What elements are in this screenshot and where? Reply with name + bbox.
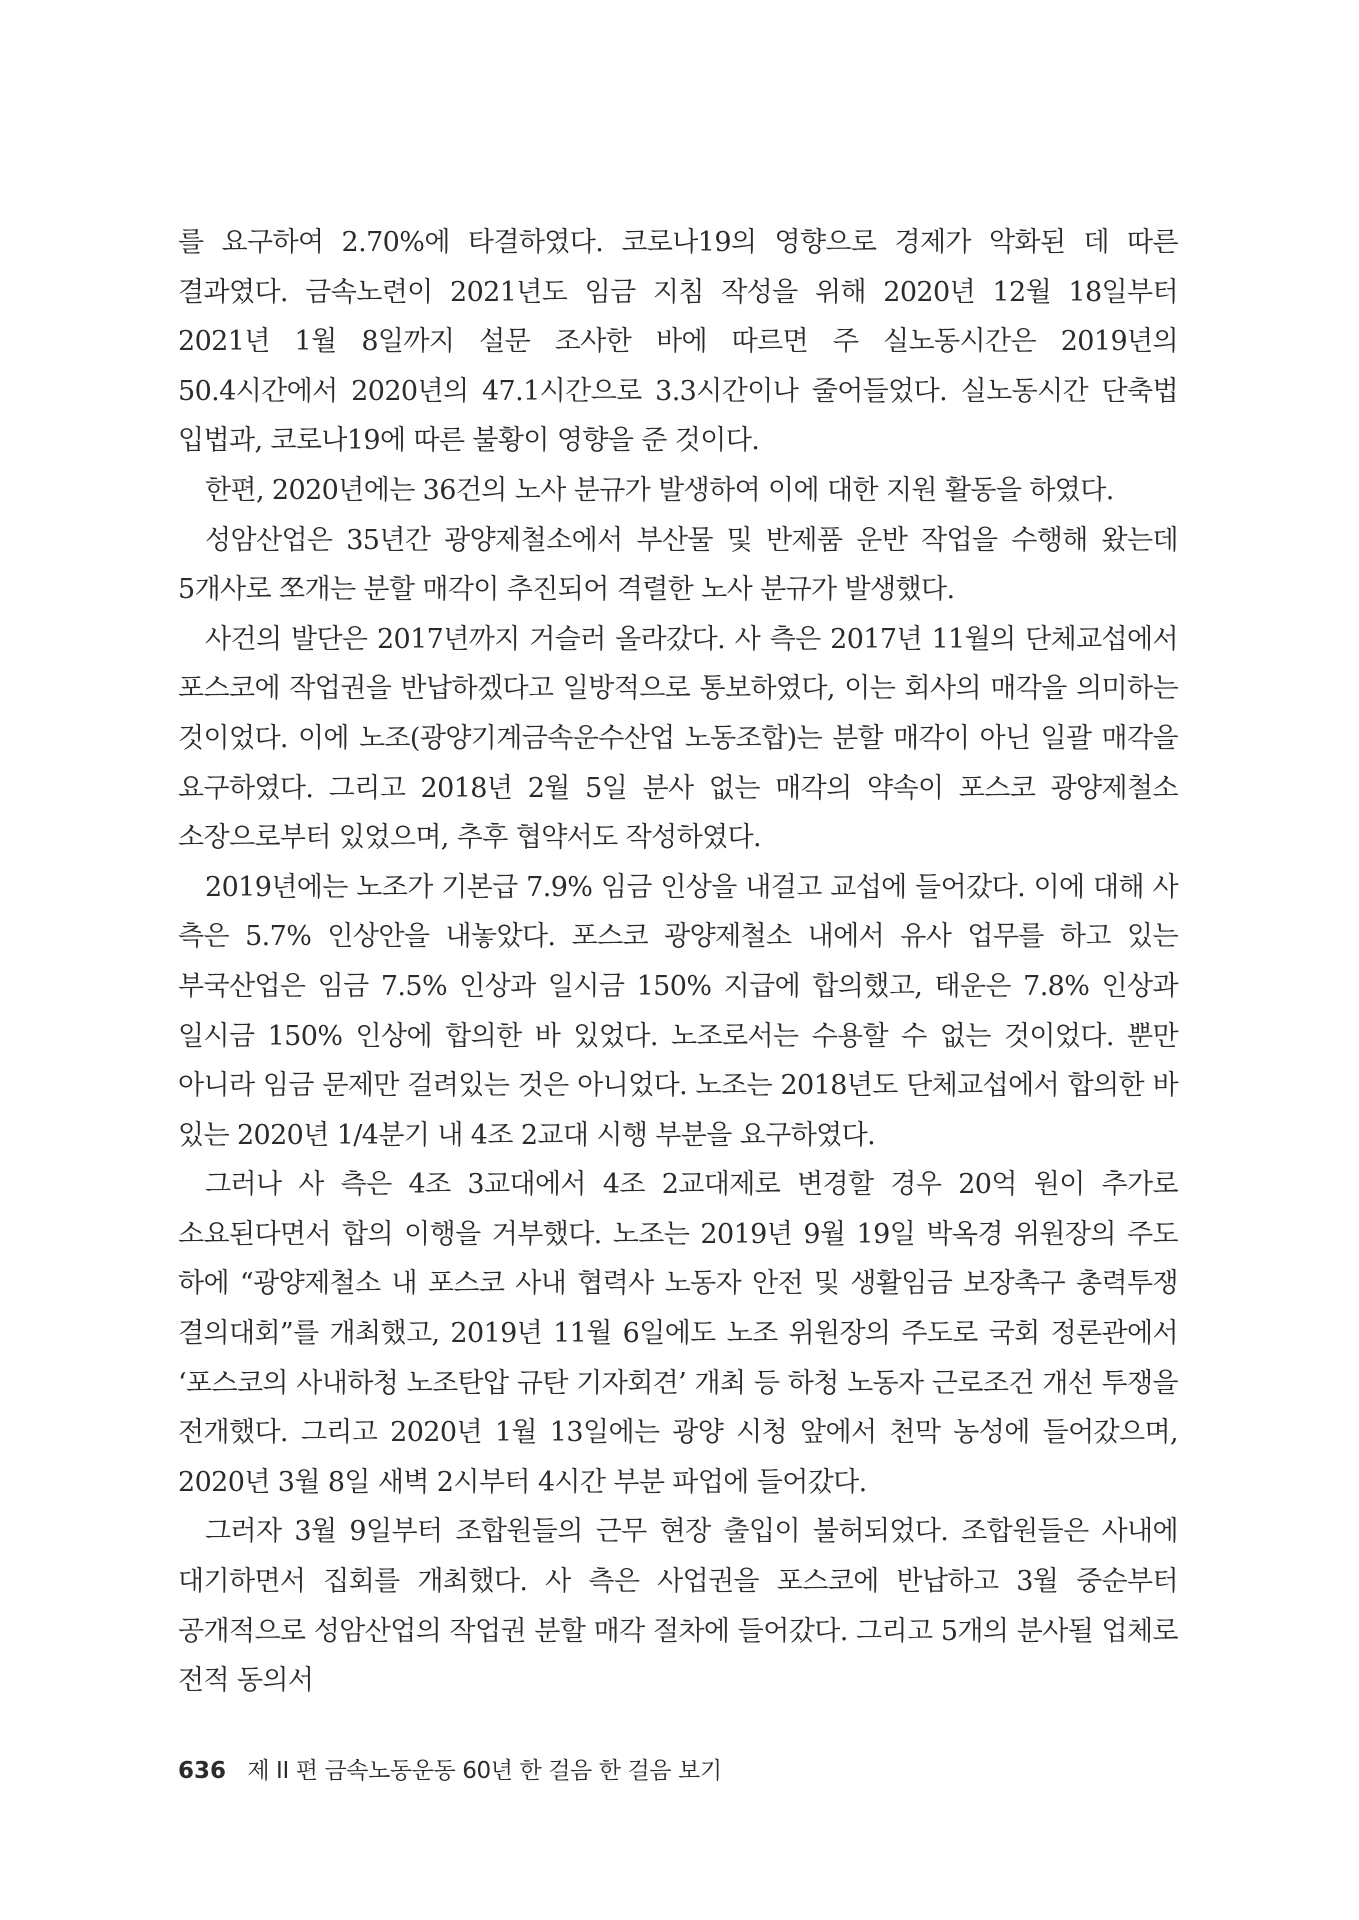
paragraph-3: 성암산업은 35년간 광양제철소에서 부산물 및 반제품 운반 작업을 수행해 왔는데 5개사로 쪼개는 분할 매각이 추진되어 격렬한 노사 분규가 발생했다. bbox=[178, 524, 1178, 606]
paragraph-1: 를 요구하여 2.70%에 타결하였다. 코로나19의 영향으로 경제가 악화된 데 따른 결과였다. 금속노련이 2021년도 임금 지침 작성을 위해 2020년 12월 18일부터 2021년 1월 8일까지 설문 조사한 바에 따르면 주 실노동시간은 2019년의 50.4시간에서 2020년의 47.1시간으로 3.3시간이나 줄어들었다. 실노동시간 단축법 입법과, 코로나19에 따른 불황이 영향을 준 것이다. bbox=[178, 227, 1178, 457]
page-number: 636 bbox=[178, 1758, 227, 1784]
paragraph-5: 2019년에는 노조가 기본급 7.9% 임금 인상을 내걸고 교섭에 들어갔다. 이에 대해 사 측은 5.7% 인상안을 내놓았다. 포스코 광양제철소 내에서 유사 업무를 하고 있는 부국산업은 임금 7.5% 인상과 일시금 150% 지급에 합의했고, 태운은 7.8% 인상과 일시금 150% 인상에 합의한 바 있었다. 노조로서는 수용할 수 없는 것이었다. 뿐만 아니라 임금 문제만 걸려있는 것은 아니었다. 노조는 2018년도 단체교섭에서 합의한 바 있는 2020년 1/4분기 내 4조 2교대 시행 부분을 요구하였다. bbox=[178, 871, 1178, 1151]
paragraph-2: 한편, 2020년에는 36건의 노사 분규가 발생하여 이에 대한 지원 활동을 하였다. bbox=[205, 474, 1114, 506]
paragraph-7: 그러자 3월 9일부터 조합원들의 근무 현장 출입이 불허되었다. 조합원들은 사내에 대기하면서 집회를 개최했다. 사 측은 사업권을 포스코에 반납하고 3월 중순부터 공개적으로 성암산업의 작업권 분할 매각 절차에 들어갔다. 그리고 5개의 분사될 업체로 전적 동의서 bbox=[178, 1516, 1178, 1697]
page-body bbox=[178, 218, 1178, 1706]
page-footer bbox=[178, 1752, 722, 1785]
paragraph-6: 그러나 사 측은 4조 3교대에서 4조 2교대제로 변경할 경우 20억 원이 추가로 소요된다면서 합의 이행을 거부했다. 노조는 2019년 9월 19일 박옥경 위원장의 주도 하에 “광양제철소 내 포스코 사내 협력사 노동자 안전 및 생활임금 보장촉구 총력투쟁 결의대회”를 개최했고, 2019년 11월 6일에도 노조 위원장의 주도로 국회 정론관에서 ‘포스코의 사내하청 노조탄압 규탄 기자회견’ 개최 등 하청 노동자 근로조건 개선 투쟁을 전개했다. 그리고 2020년 1월 13일에는 광양 시청 앞에서 천막 농성에 들어갔으며, 2020년 3월 8일 새벽 2시부터 4시간 부분 파업에 들어갔다. bbox=[178, 1169, 1178, 1498]
running-title: 제 II 편 금속노동운동 60년 한 걸음 한 걸음 보기 bbox=[247, 1758, 722, 1784]
paragraph-4: 사건의 발단은 2017년까지 거슬러 올라갔다. 사 측은 2017년 11월의 단체교섭에서 포스코에 작업권을 반납하겠다고 일방적으로 통보하였다, 이는 회사의 매각을 의미하는 것이었다. 이에 노조(광양기계금속운수산업 노동조합)는 분할 매각이 아닌 일괄 매각을 요구하였다. 그리고 2018년 2월 5일 분사 없는 매각의 약속이 포스코 광양제철소 소장으로부터 있었으며, 추후 협약서도 작성하였다. bbox=[178, 623, 1178, 854]
